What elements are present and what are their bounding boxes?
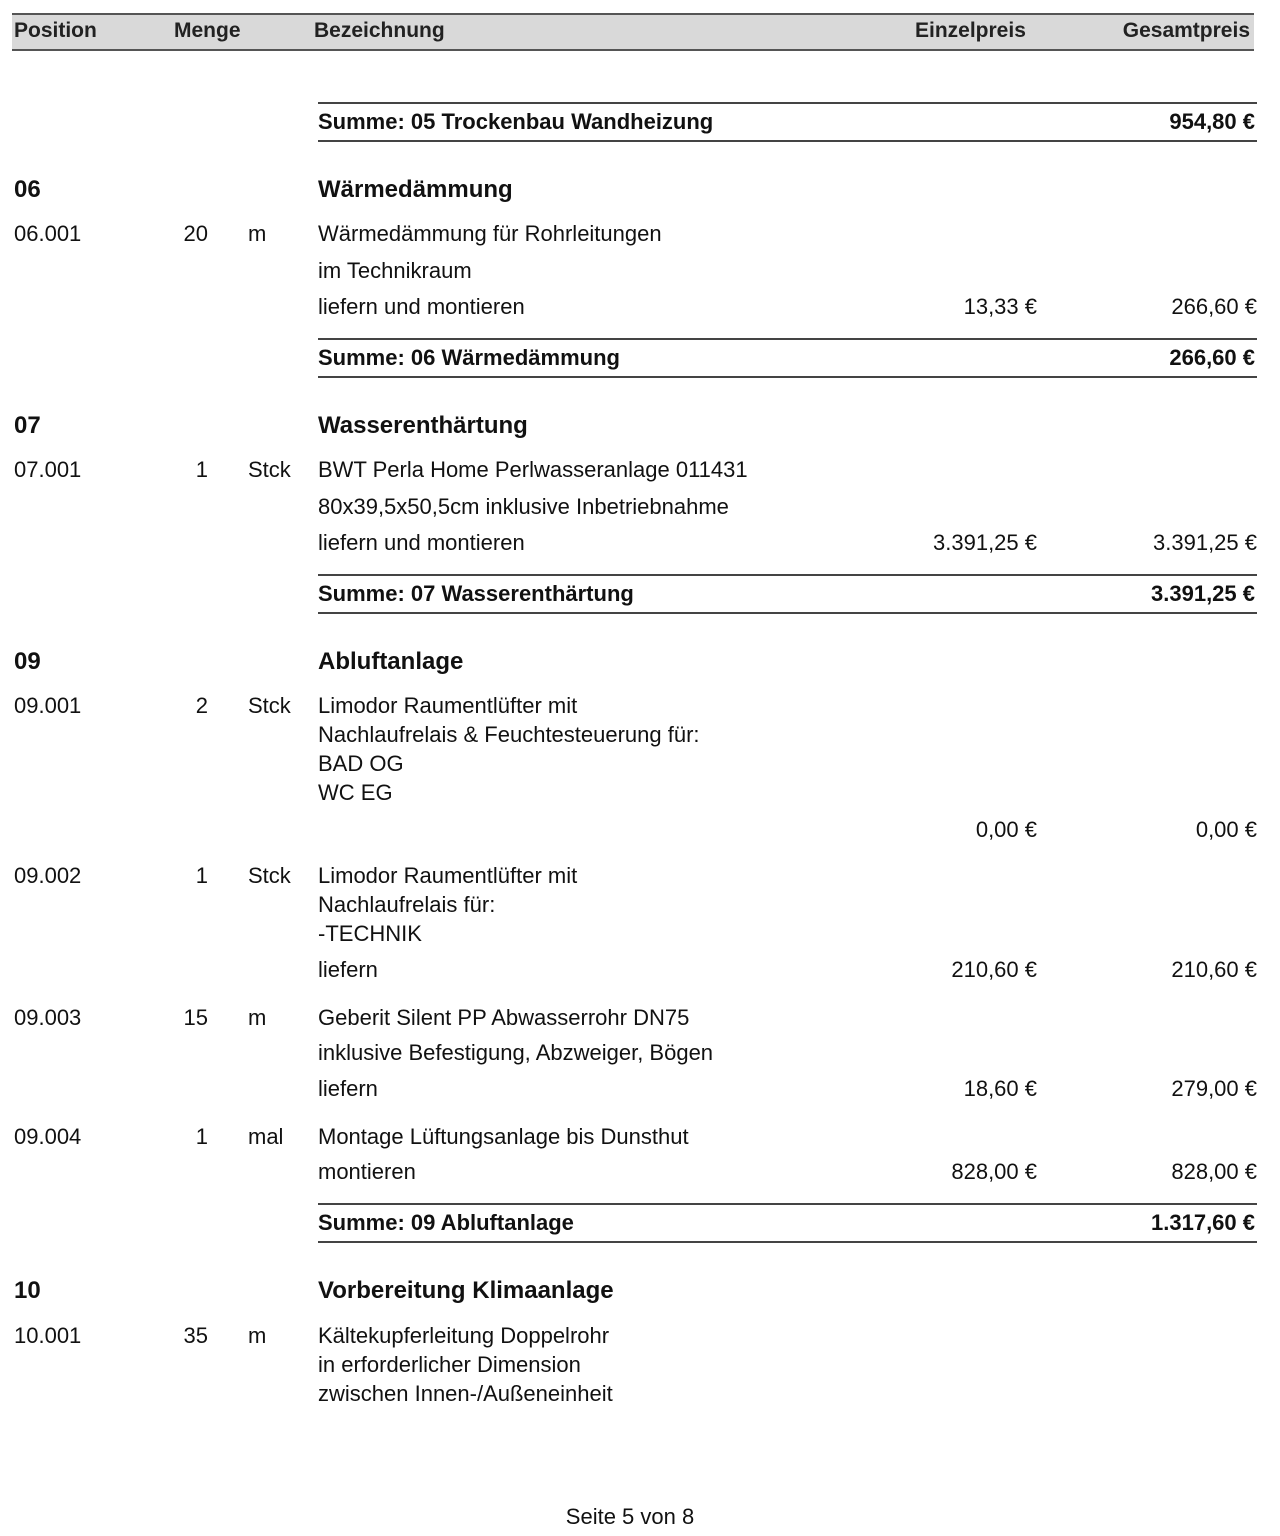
header-position: Position [14,19,97,42]
item-total-price: 210,60 € [1171,957,1257,982]
header-menge: Menge [174,19,241,42]
section-number: 06 [14,176,41,203]
item-description-line: montieren [318,1159,416,1184]
section-number: 09 [14,648,41,675]
item-description-line: Kältekupferleitung Doppelrohr [318,1323,610,1348]
item-quantity: 1 [195,1124,208,1149]
item-position: 09.003 [14,1005,82,1030]
item-description-line: BAD OG [318,751,404,776]
item-quantity: 2 [195,693,208,718]
header-einzelpreis: Einzelpreis [915,19,1026,42]
item-position: 09.001 [14,693,82,718]
item-unit-price: 828,00 € [951,1159,1037,1184]
item-quantity: 1 [195,457,208,482]
sum-value: 954,80 € [1169,109,1255,134]
item-description-line: -TECHNIK [318,921,422,946]
sum-value: 3.391,25 € [1151,581,1255,606]
item-description-line: Wärmedämmung für Rohrleitungen [318,221,662,246]
section-number: 07 [14,412,41,439]
item-description-line: 80x39,5x50,5cm inklusive Inbetriebnahme [318,494,729,519]
item-description-line: Montage Lüftungsanlage bis Dunsthut [318,1124,689,1149]
item-position: 06.001 [14,221,82,246]
item-quantity: 15 [183,1005,208,1030]
sum-label: Summe: 09 Abluftanlage [318,1210,574,1235]
item-unit: Stck [248,693,291,718]
item-description-line: Limodor Raumentlüfter mit [318,693,578,718]
item-unit: mal [248,1124,284,1149]
item-description-line: liefern [318,1076,378,1101]
item-quantity: 35 [183,1323,208,1348]
sum-row-09 [318,1203,1257,1243]
item-description-line: liefern und montieren [318,294,525,319]
section-number: 10 [14,1277,41,1304]
item-quantity: 1 [195,863,208,888]
page-number: Seite 5 von 8 [565,1504,695,1529]
item-description-line: WC EG [318,780,393,805]
item-quantity: 20 [183,221,208,246]
section-title: Wasserenthärtung [318,412,528,439]
section-title: Abluftanlage [318,648,464,675]
item-description-line: liefern [318,957,378,982]
header-bezeichnung: Bezeichnung [314,19,445,42]
item-total-price: 0,00 € [1195,817,1257,842]
item-unit-price: 0,00 € [975,817,1037,842]
item-description-line: liefern und montieren [318,530,525,555]
item-description-line: Limodor Raumentlüfter mit [318,863,578,888]
item-description-line: BWT Perla Home Perlwasseranlage 011431 [318,457,748,482]
sum-row-07 [318,574,1257,614]
item-description-line: Nachlaufrelais & Feuchtesteuerung für: [318,722,700,747]
sum-value: 266,60 € [1169,345,1255,370]
item-position: 07.001 [14,457,82,482]
sum-value: 1.317,60 € [1151,1210,1255,1235]
item-description-line: in erforderlicher Dimension [318,1352,581,1377]
item-unit-price: 18,60 € [963,1076,1037,1101]
item-description-line: zwischen Innen-/Außeneinheit [318,1381,613,1406]
item-description-line: Nachlaufrelais für: [318,892,496,917]
table-header [12,13,1254,51]
item-unit: Stck [248,863,291,888]
item-unit: Stck [248,457,291,482]
sum-row-05 [318,102,1257,142]
sum-label: Summe: 07 Wasserenthärtung [318,581,634,606]
sum-row-06 [318,338,1257,378]
item-total-price: 279,00 € [1171,1076,1257,1101]
item-description-line: Geberit Silent PP Abwasserrohr DN75 [318,1005,690,1030]
item-unit: m [248,1323,267,1348]
item-unit-price: 13,33 € [963,294,1037,319]
section-title: Wärmedämmung [318,176,513,203]
item-total-price: 266,60 € [1171,294,1257,319]
item-unit-price: 3.391,25 € [933,530,1037,555]
item-position: 09.004 [14,1124,82,1149]
section-title: Vorbereitung Klimaanlage [318,1277,614,1304]
item-unit: m [248,1005,267,1030]
header-gesamtpreis: Gesamtpreis [1122,19,1250,42]
item-total-price: 828,00 € [1171,1159,1257,1184]
sum-label: Summe: 06 Wärmedämmung [318,345,620,370]
item-description-line: inklusive Befestigung, Abzweiger, Bögen [318,1040,714,1065]
item-position: 09.002 [14,863,82,888]
sum-label: Summe: 05 Trockenbau Wandheizung [318,109,714,134]
item-total-price: 3.391,25 € [1153,530,1257,555]
item-unit: m [248,221,267,246]
item-description-line: im Technikraum [318,258,472,283]
item-position: 10.001 [14,1323,82,1348]
item-unit-price: 210,60 € [951,957,1037,982]
